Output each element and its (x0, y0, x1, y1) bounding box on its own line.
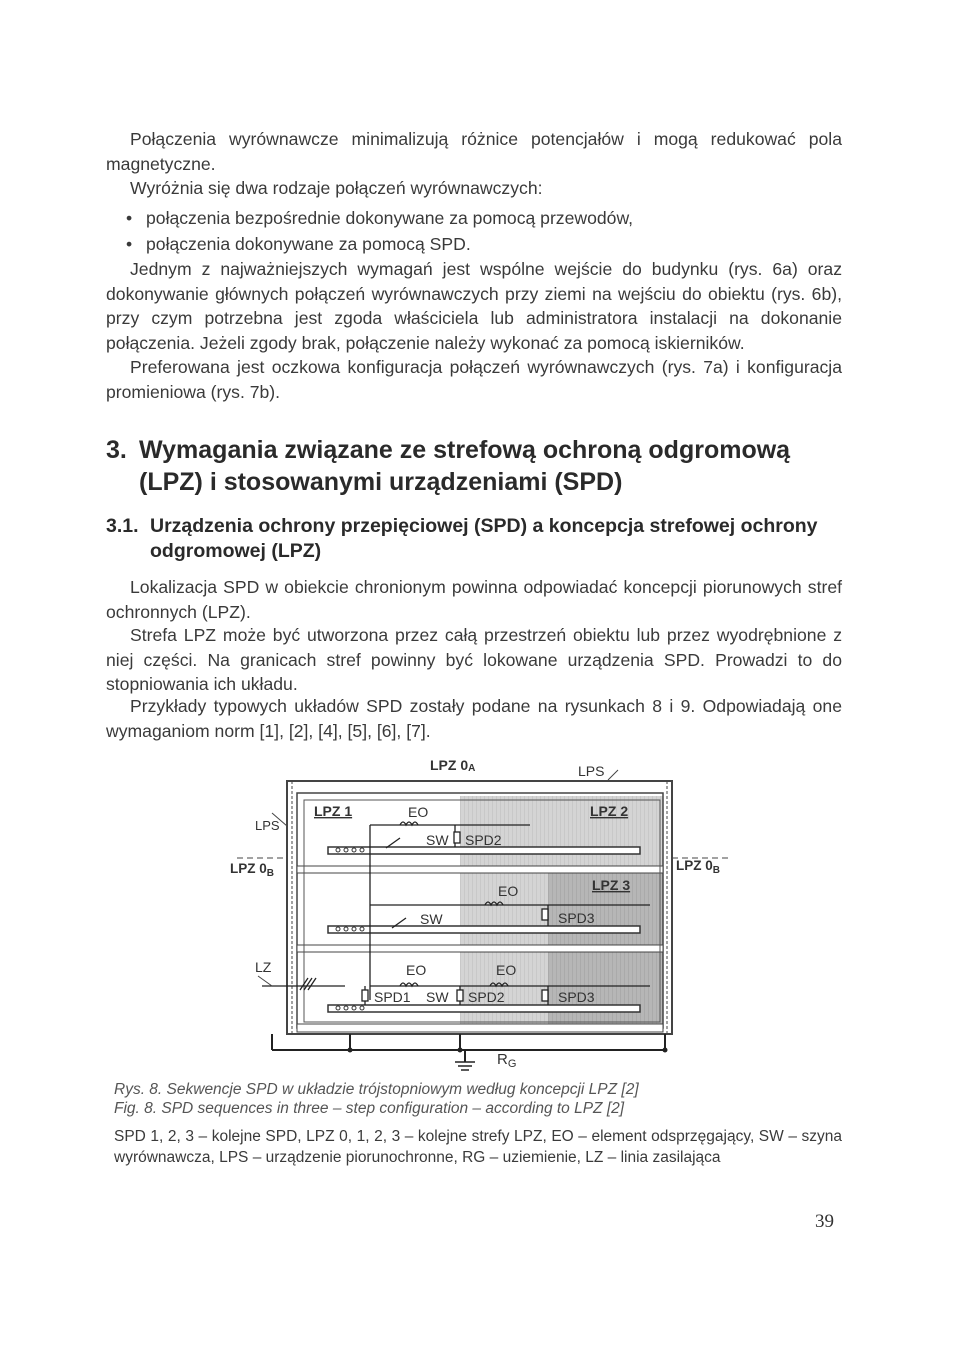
figure-caption-en: Fig. 8. SPD sequences in three – step configuration – according to LPZ [2] (114, 1100, 625, 1117)
earthing-conductors (272, 1034, 665, 1062)
paragraph-requirements: Jednym z najważniejszych wymagań jest wspólne wejście do budynku (rys. 6a) oraz dokonywanie głównych połączeń wyrównawczych przy ziemi na wejściu do obiektu (rys. 6b), przy czym potrzebna jest zgoda właściciela lub administratora instalacji na dokonanie połączenia. Jeżeli zgody brak, połączenie należy wykonać za pomocą iskierników. (106, 259, 842, 353)
label-lps-top: LPS (578, 763, 605, 779)
paragraph-types: Wyróżnia się dwa rodzaje połączeń wyrównawczych: (130, 178, 543, 198)
paragraph-lpz-zone: Strefa LPZ może być utworzona przez całą przestrzeń obiektu lub przez wyodrębnione z niej części. Na granicach stref powinny być lokowane urządzenia SPD. Prowadzi to do stopniowania ich układu. (106, 625, 842, 694)
paragraph-examples: Przykłady typowych układów SPD zostały podane na rysunkach 8 i 9. Odpowiadają one wymaganiom norm [1], [2], [4], [5], [6], [7]. (106, 696, 842, 741)
section-title-line-2: (LPZ) i stosowanymi urządzeniami (SPD) (139, 468, 623, 496)
label-spd2-upper: SPD2 (465, 832, 502, 848)
label-sw-1: SW (426, 832, 449, 848)
paragraph-configuration: Preferowana jest oczkowa konfiguracja połączeń wyrównawczych (rys. 7a) i konfiguracja promieniowa (rys. 7b). (106, 357, 842, 402)
label-eo-2: EO (498, 883, 519, 899)
section-title-line-1: Wymagania związane ze strefową ochroną odgromową (139, 436, 791, 464)
label-spd3-middle: SPD3 (558, 910, 595, 926)
label-eo-4: EO (496, 962, 517, 978)
bullet-icon: • (126, 208, 133, 228)
figure-caption-pl: Rys. 8. Sekwencje SPD w układzie trójstopniowym według koncepcji LPZ [2] (114, 1081, 639, 1098)
label-sw-3: SW (426, 989, 449, 1005)
label-spd2-lower: SPD2 (468, 989, 505, 1005)
label-lz: LZ (255, 959, 272, 975)
label-spd3-lower: SPD3 (558, 989, 595, 1005)
section-number: 3. (106, 436, 127, 464)
earth-icon (455, 1062, 475, 1070)
label-lpz3: LPZ 3 (592, 877, 631, 893)
paragraph-equipotential-intro: Połączenia wyrównawcze minimalizują różnice potencjałów i mogą redukować pola magnetyczne. (106, 129, 842, 174)
list-item: • połączenia bezpośrednie dokonywane za pomocą przewodów, (126, 206, 633, 231)
label-spd1: SPD1 (374, 989, 411, 1005)
bullet-icon: • (126, 234, 133, 254)
label-lpz0a: LPZ 0A (430, 757, 476, 774)
figure-legend: SPD 1, 2, 3 – kolejne SPD, LPZ 0, 1, 2, 3 – kolejne strefy LPZ, EO – element odsprzęgający, SW – szyna wyrównawcza, LPS – urządzenie piorunochronne, RG – uziemienie, LZ – linia zasilająca (114, 1128, 842, 1166)
page-number: 39 (815, 1211, 834, 1232)
label-eo-3: EO (406, 962, 427, 978)
label-rg: $R_G$ (497, 1051, 517, 1070)
label-sw-2: SW (420, 911, 443, 927)
label-lpz1: LPZ 1 (314, 803, 353, 819)
label-lpz2: LPZ 2 (590, 803, 629, 819)
label-lpz0b-right: LPZ $0_B$ (676, 858, 720, 876)
label-lpz0b-left: LPZ $0_B$ (230, 861, 274, 879)
subsection-title-line-1: Urządzenia ochrony przepięciowej (SPD) a koncepcja strefowej ochrony (150, 515, 818, 537)
label-lps-left: LPS (255, 818, 280, 833)
subsection-title-line-2: odgromowej (LPZ) (150, 540, 322, 562)
paragraph-spd-location: Lokalizacja SPD w obiekcie chronionym powinna odpowiadać koncepcji piorunowych stref ochronnych (LPZ). (106, 577, 842, 622)
subsection-number: 3.1. (106, 515, 139, 537)
label-eo-1: EO (408, 804, 429, 820)
list-item: • połączenia dokonywane za pomocą SPD. (126, 232, 471, 257)
